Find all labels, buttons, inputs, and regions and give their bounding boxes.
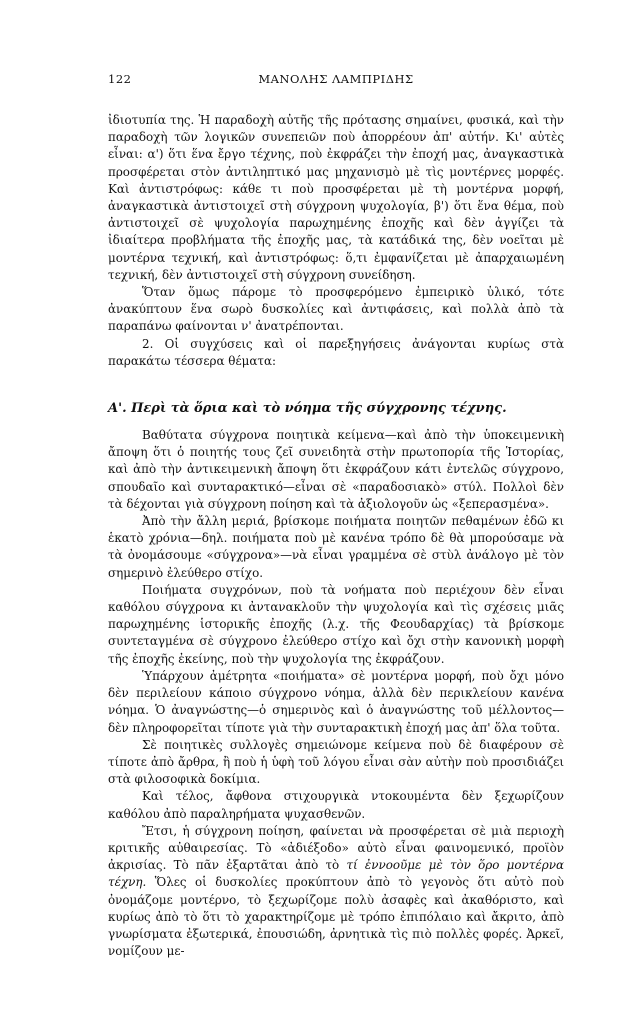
section-paragraph-6: Καὶ τέλος, ἄφθονα στιχουργικὰ ντοκουμέντα δὲν ξεχωρίζουν καθόλου ἀπὸ παραληρήματα ψυχασθενῶν.	[108, 789, 564, 821]
page-number: 122	[108, 72, 132, 86]
text-run: Ὅλες οἱ δυσκολίες προκύπτουν ἀπὸ τὸ γεγονὸς ὅτι αὐτὸ ποὺ ὀνομάζομε μοντέρνο, τὸ ξεχωρίζομε πολὺ ἀσαφὲς καὶ ἀκαθόριστο, καὶ κυρίως ἀπὸ τὸ ὅτι τὸ χαρακτηρίζομε μὲ τρόπο ἐπιπόλαιο καὶ ἄκριτο, ἀπὸ γνωρίσματα ἐξωτερικά, ἐπουσιώδη, ἀρνητικὰ τὶς πιὸ πολλὲς φορές. Ἀρκεῖ, νομίζουν με-	[108, 875, 564, 959]
section-paragraph-7	[108, 823, 564, 961]
section-paragraph-3: Ποιήματα συγχρόνων, ποὺ τὰ νοήματα ποὺ περιέχουν δὲν εἶναι καθόλου σύγχρονα κι ἀντανακλοῦν τὴν ψυχολογία καὶ τὶς σχέσεις μιᾶς παρωχημένης ἱστορικῆς ἐποχῆς (λ.χ. τῆς Φεουδαρχίας) τὰ βρίσκομε συντεταγμένα σὲ σύγχρονο ἐλεύθερο στίχο καὶ ὄχι στὴν κανονικὴ μορφὴ τῆς ἐποχῆς ἐκείνης, ποὺ τὴν ψυχολογία της ἐκφράζουν.	[108, 582, 564, 666]
paragraph-contradictions: Ὅταν ὅμως πάρομε τὸ προσφερόμενο ἐμπειρικὸ ὑλικό, τότε ἀνακύπτουν ἕνα σωρὸ δυσκολίες καὶ ἀντιφάσεις, καὶ πολλὰ ἀπὸ τὰ παραπάνω φαίνονται ν' ἀνατρέπονται.	[108, 285, 564, 334]
section-paragraph-1: Βαθύτατα σύγχρονα ποιητικὰ κείμενα—καὶ ἀπὸ τὴν ὑποκειμενικὴ ἄποψη ὅτι ὁ ποιητής τους ζεῖ συνειδητὰ στὴν πρωτοπορία τῆς Ἱστορίας, καὶ ἀπὸ τὴν ἀντικειμενικὴ ἄποψη ὅτι ἐκφράζουν κάτι ἐντελῶς σύγχρονο, σπουδαῖο καὶ συνταρακτικό—εἶναι σὲ «παραδοσιακὸ» στύλ. Πολλοὶ δὲν τὰ δέχονται γιὰ σύγχρονη ποίηση καὶ τὰ ἀξιολογοῦν ὡς «ξεπερασμένα».	[108, 428, 564, 511]
emphasized-text: τί ἐννοοῦμε μὲ τὸν ὅρο μοντέρνα τέχνη.	[108, 858, 564, 890]
section-paragraph-2: Ἀπὸ τὴν ἄλλη μεριά, βρίσκομε ποιήματα ποιητῶν πεθαμένων ἐδῶ κι ἑκατὸ χρόνια—δηλ. ποιήματα ποὺ μὲ κανένα τρόπο δὲ θὰ μπορούσαμε νὰ τὰ ὀνομάσουμε «σύγχρονα»—νὰ εἶναι γραμμένα σὲ στὺλ ἀνάλογο μὲ τὸν σημερινὸ ἐλεύθερο στίχο.	[108, 514, 564, 580]
page-body	[108, 112, 564, 960]
section-paragraph-5: Σὲ ποιητικὲς συλλογὲς σημειώνομε κείμενα ποὺ δὲ διαφέρουν σὲ τίποτε ἀπὸ ἄρθρα, ἢ ποὺ ἡ ὑφὴ τοῦ λόγου εἶναι σὰν αὐτὴν ποὺ προσιδιάζει στὰ φιλοσοφικὰ δοκίμια.	[108, 737, 564, 787]
paragraph-continued: ἰδιοτυπία της. Ἡ παραδοχὴ αὐτῆς τῆς πρότασης σημαίνει, φυσικά, καὶ τὴν παραδοχὴ τῶν λογικῶν συνεπειῶν ποὺ ἀπορρέουν ἀπ' αὐτήν. Κι' αὐτὲς εἶναι: α') ὅτι ἕνα ἔργο τέχνης, ποὺ ἐκφράζει τὴν ἐποχή μας, ἀναγκαστικὰ προσφέρεται στὸν ἀντιληπτικό μας μηχανισμὸ μὲ τὶς μοντέρνες μορφές. Καὶ ἀντιστρόφως: κάθε τι ποὺ προσφέρεται μὲ τὴ μοντέρνα μορφή, ἀναγκαστικὰ ἀντιστοιχεῖ στὴ σύγχρονη ψυχολογία, β') ὅτι ἕνα θέμα, ποὺ ἀντιστοιχεῖ σὲ ψυχολογία παρωχημένης ἐποχῆς καὶ δὲν ἀγγίζει τὰ ἰδιαίτερα προβλήματα τῆς ἐποχῆς μας, τὰ κατάδικά της, δὲν νοεῖται μὲ μοντέρνα τεχνική, καὶ ἀντιστρόφως: ὅ,τι ἐμφανίζεται μὲ ἀπαρχαιωμένη τεχνική, δὲν ἀντιστοιχεῖ στὴ σύγχρονη συνείδηση.	[108, 113, 564, 282]
section-paragraph-4: Ὑπάρχουν ἀμέτρητα «ποιήματα» σὲ μοντέρνα μορφή, ποὺ ὄχι μόνο δὲν περιλείουν κάποιο σύγχρονο νόημα, ἀλλὰ δὲν περικλείουν κανένα νόημα. Ὁ ἀναγνώστης—ὁ σημερινὸς καὶ ὁ ἀναγνώστης τοῦ μέλλοντος—δὲν πληροφορεῖται τίποτε γιὰ τὴν συνταρακτικὴ ἐποχή μας ἀπ' ὅλα τοῦτα.	[108, 668, 564, 735]
running-head: ΜΑΝΟΛΗΣ ΛΑΜΠΡΙΔΗΣ	[258, 72, 414, 86]
page-header	[108, 72, 564, 94]
section-heading: Α'. Περὶ τὰ ὅρια καὶ τὸ νόημα τῆς σύγχρονης τέχνης.	[108, 401, 507, 417]
paragraph-four-topics: 2. Οἱ συγχύσεις καὶ οἱ παρεξηγήσεις ἀνάγονται κυρίως στὰ παρακάτω τέσσερα θέματα:	[108, 336, 564, 368]
text-run: Ἔτσι, ἡ σύγχρονη ποίηση, φαίνεται νὰ προσφέρεται σὲ μιὰ περιοχὴ κριτικῆς αὐθαιρεσίας. Τὸ «ἀδιέξοδο» αὐτὸ εἶναι φαινομενικό, προϊὸν ἀκρισίας. Τὸ πᾶν ἐξαρτᾶται ἀπὸ τὸ	[108, 823, 564, 873]
